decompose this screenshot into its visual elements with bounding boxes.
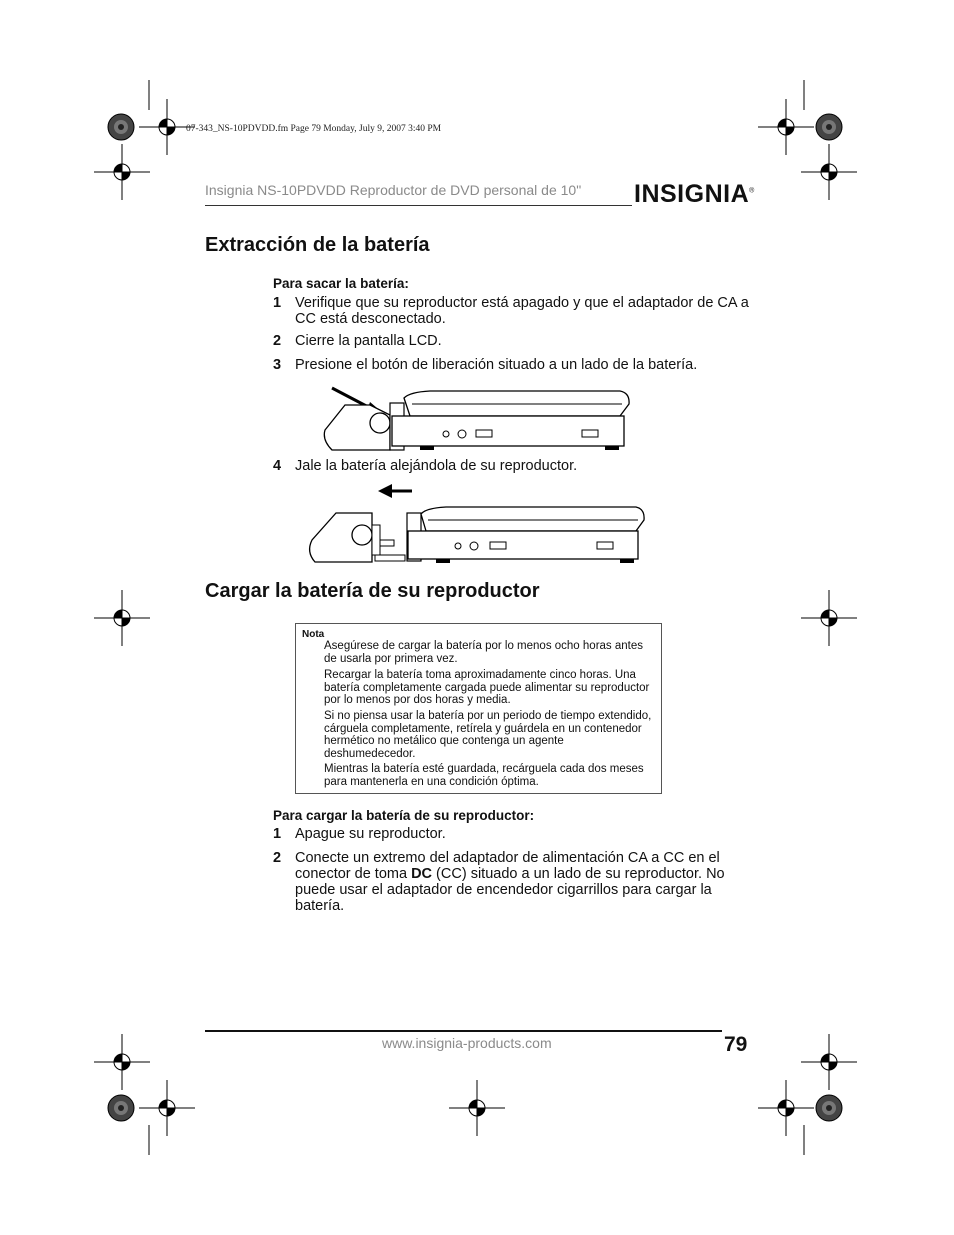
note-item: Si no piensa usar la batería por un periodo de tiempo extendido, cárguela completamente, retírela y guárdela en un contenedor hermético no metálico que contenga un agente deshumedecedor. — [324, 710, 652, 760]
section-heading-extraction: Extracción de la batería — [205, 234, 430, 256]
list-item — [273, 295, 753, 327]
note-item: Asegúrese de cargar la batería por lo menos ocho horas antes de usarla por primera vez. — [324, 640, 643, 665]
step-number: 4 — [273, 458, 282, 474]
page-number: 79 — [724, 1033, 748, 1056]
step-number: 2 — [273, 333, 282, 349]
step-number: 3 — [273, 357, 282, 373]
dc-label: DC — [411, 866, 433, 882]
step-text: Verifique que su reproductor está apagado y que el adaptador de CA a CC está desconectado. — [295, 295, 749, 327]
step-text: Jale la batería alejándola de su reproductor. — [295, 458, 578, 474]
step-number: 1 — [273, 295, 282, 311]
step-text — [295, 850, 753, 914]
insignia-logo — [634, 180, 755, 209]
step-number: 1 — [273, 826, 282, 842]
footer-rule — [205, 1030, 722, 1032]
subheading-charge: Para cargar la batería de su reproductor: — [273, 808, 535, 823]
list-item — [273, 357, 753, 373]
note-label: Nota — [302, 629, 325, 640]
list-item — [273, 333, 753, 349]
note-item: Recargar la batería toma aproximadamente cinco horas. Una batería completamente cargada puede alimentar su reproductor por lo menos por dos horas y media. — [324, 669, 650, 706]
note-box — [295, 623, 662, 794]
step-text: Presione el botón de liberación situado a un lado de la batería. — [295, 357, 698, 373]
footer-url: www.insignia-products.com — [382, 1035, 552, 1051]
step-text-part: Conecte un extremo del adaptador de alimentación CA a CC en el conector de toma — [295, 850, 720, 882]
list-item — [273, 826, 753, 842]
note-item: Mientras la batería esté guardada, recárguela cada dos meses para mantenerla en una condición óptima. — [324, 763, 644, 788]
subheading-remove: Para sacar la batería: — [273, 276, 409, 291]
step-text-part: (CC) situado a un lado de su reproductor. No puede usar el adaptador de encendedor cigarrillos para cargar la batería. — [295, 866, 725, 914]
step-number: 2 — [273, 850, 282, 866]
logo-mark: ® — [749, 187, 755, 195]
logo-text: INSIGNIA — [634, 180, 750, 208]
header-rule — [205, 205, 632, 206]
section-heading-charging: Cargar la batería de su reproductor — [205, 580, 540, 602]
list-item — [273, 458, 753, 474]
list-item — [273, 850, 753, 914]
document-slug: 07-343_NS-10PDVDD.fm Page 79 Monday, July 9, 2007 3:40 PM — [186, 124, 442, 134]
step-text: Apague su reproductor. — [295, 826, 446, 842]
running-header: Insignia NS-10PDVDD Reproductor de DVD personal de 10" — [205, 182, 582, 198]
step-text: Cierre la pantalla LCD. — [295, 333, 442, 349]
